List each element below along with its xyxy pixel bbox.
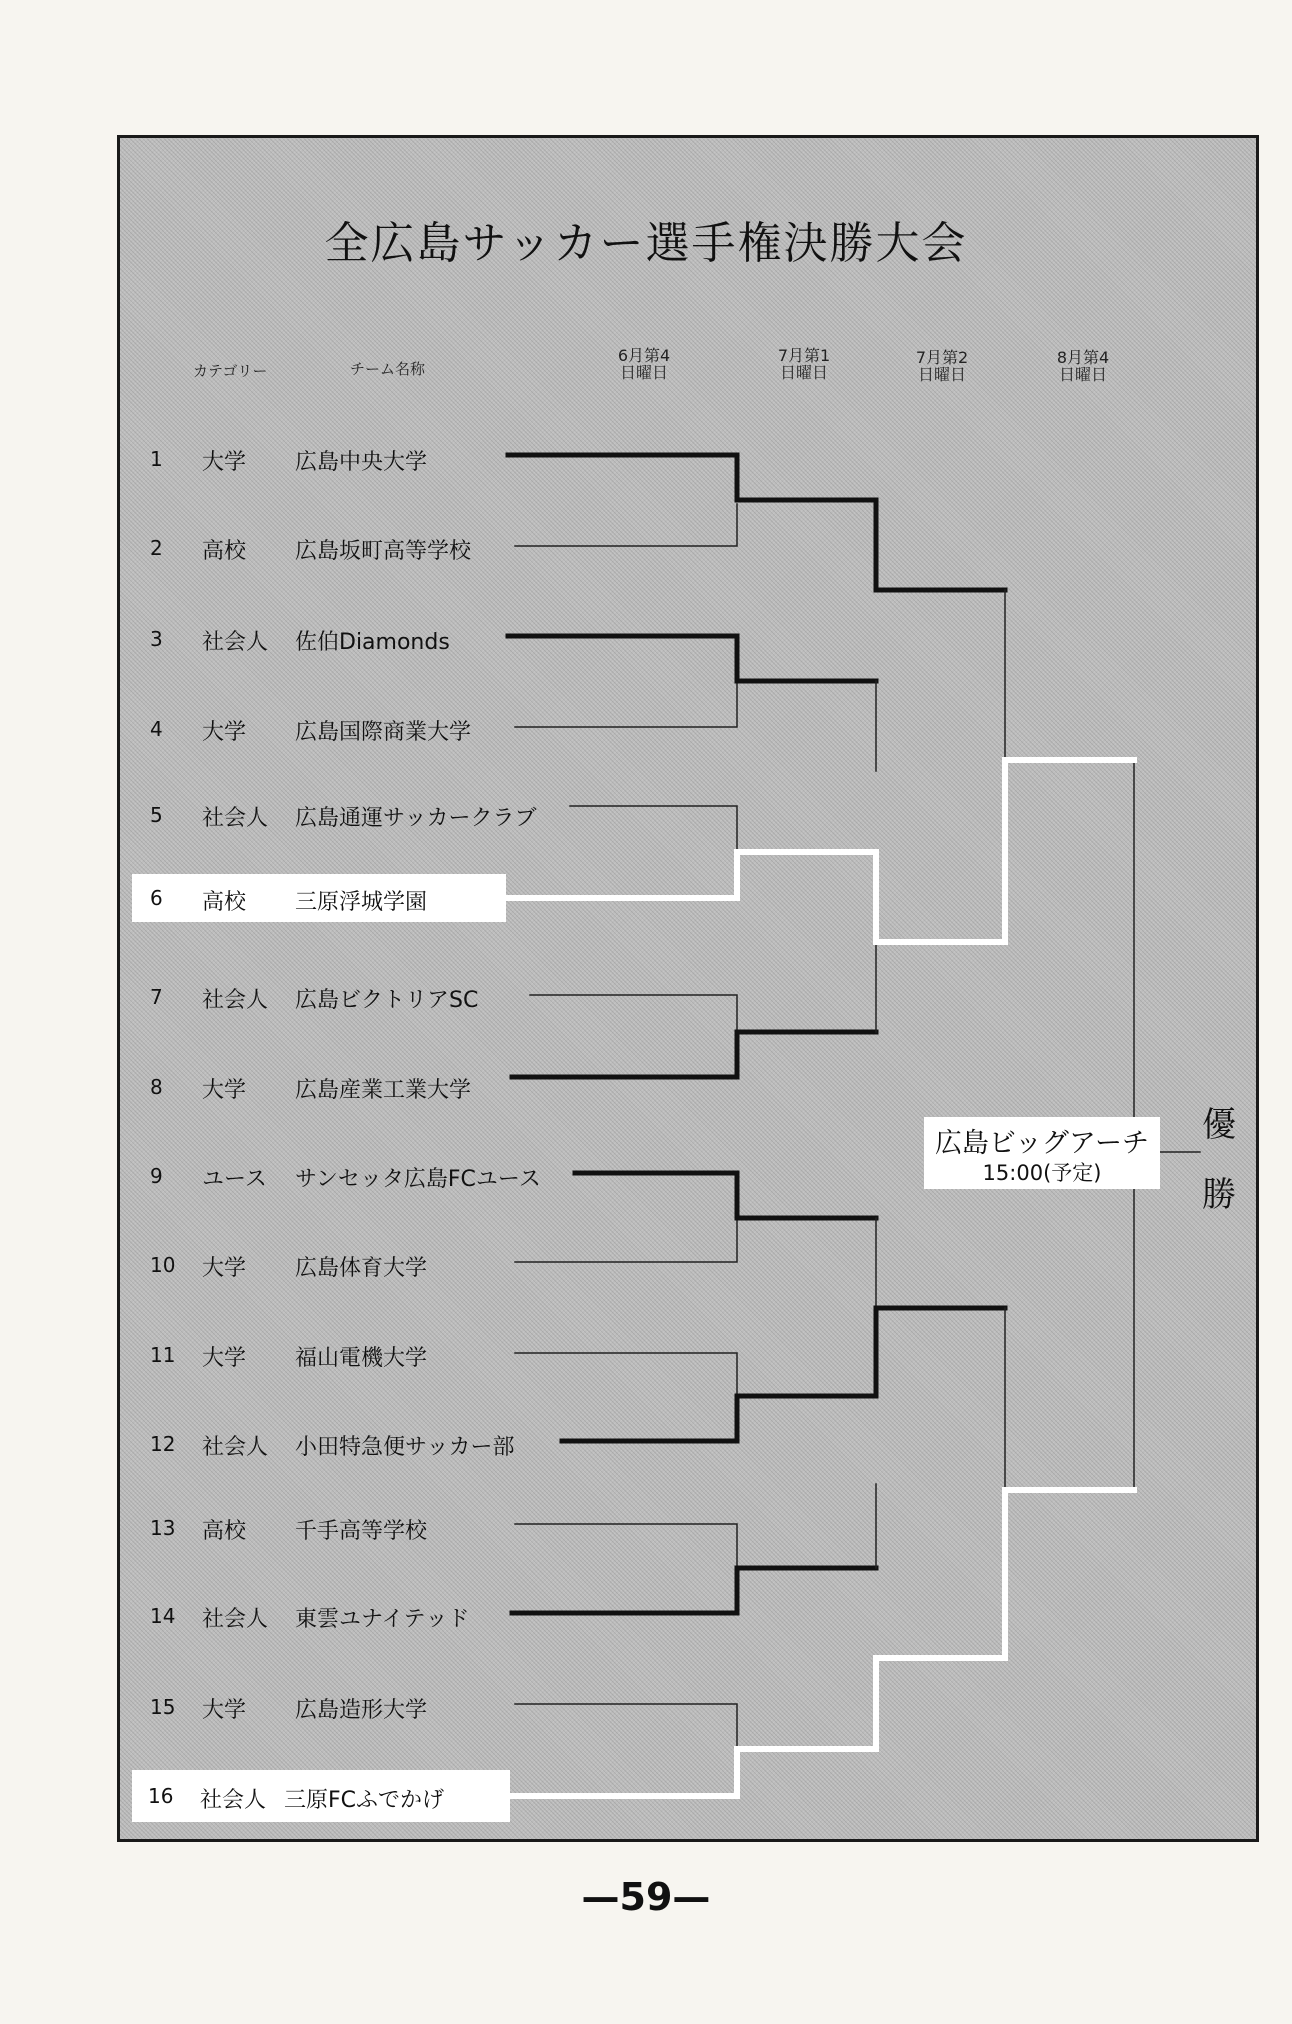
team-number: 4 [150, 717, 163, 741]
bracket-line [515, 1524, 737, 1569]
team-category: 社会人 [202, 1607, 269, 1632]
team-number: 3 [150, 627, 163, 651]
page-number: —59— [581, 1875, 711, 1919]
team-name: 広島坂町高等学校 [295, 539, 472, 564]
team-category: 大学 [202, 1698, 247, 1723]
team-name: サンセッタ広島FCユース [295, 1167, 541, 1192]
team-category: 大学 [202, 1346, 247, 1371]
team-name: 千手高等学校 [295, 1519, 428, 1544]
bracket-line-winner [512, 1032, 876, 1077]
team-number: 7 [150, 985, 163, 1009]
round3-date: 7月第2 日曜日 [915, 348, 969, 384]
team-number: 8 [150, 1075, 163, 1099]
team-category: 高校 [202, 890, 247, 915]
page-title: 全広島サッカー選手権決勝大会 [324, 218, 968, 269]
team-category: 社会人 [200, 1788, 267, 1813]
team-category: 大学 [202, 1256, 247, 1281]
round1-date: 6月第4 日曜日 [617, 346, 671, 382]
team-number: 2 [150, 536, 163, 560]
team-name: 東雲ユナイテッド [295, 1607, 470, 1632]
champion-label-top: 優 [1202, 1105, 1236, 1145]
team-name: 福山電機大学 [295, 1346, 428, 1371]
team-number: 16 [148, 1784, 174, 1808]
team-number: 14 [150, 1604, 176, 1628]
team-category: 大学 [202, 720, 247, 745]
bracket-line-winner [508, 636, 876, 681]
bracket-path-highlighted [510, 1490, 1134, 1796]
bracket-line [570, 806, 737, 852]
bracket-line [515, 683, 737, 727]
venue-time: 15:00(予定) [982, 1161, 1102, 1185]
team-number: 5 [150, 803, 163, 827]
team-number: 11 [150, 1343, 176, 1367]
bracket-line-winner [562, 1396, 876, 1441]
team-number: 10 [150, 1253, 176, 1277]
team-category: 高校 [202, 539, 247, 564]
bracket-line-winner [575, 1173, 876, 1218]
team-category: ユース [202, 1167, 267, 1192]
champion-label-bottom: 勝 [1202, 1175, 1236, 1215]
team-category: 社会人 [202, 988, 269, 1013]
round4-date: 8月第4 日曜日 [1056, 348, 1110, 384]
team-number: 15 [150, 1695, 176, 1719]
bracket-line [530, 995, 737, 1033]
team-header: チーム名称 [350, 360, 426, 378]
team-category: 社会人 [202, 630, 269, 655]
bracket-line-winner [512, 1568, 876, 1613]
bracket-line-winner [508, 455, 876, 500]
team-name: 広島国際商業大学 [295, 720, 472, 745]
bracket-line [515, 1221, 737, 1262]
bracket-line [515, 504, 737, 546]
bracket-line [515, 1353, 737, 1398]
team-category: 高校 [202, 1519, 247, 1544]
bracket-line [515, 1704, 737, 1749]
final-venue-box [924, 1117, 1160, 1189]
team-name: 佐伯Diamonds [295, 630, 450, 655]
venue-name: 広島ビッグアーチ [934, 1128, 1150, 1159]
team-name: 広島中央大学 [295, 450, 428, 475]
team-name: 広島ビクトリアSC [295, 988, 479, 1013]
category-header: カテゴリー [193, 362, 268, 380]
bracket-path-highlighted [506, 760, 1134, 942]
team-number: 6 [150, 886, 163, 910]
team-category: 大学 [202, 450, 247, 475]
team-category: 大学 [202, 1078, 247, 1103]
team-name: 広島通運サッカークラブ [295, 806, 537, 831]
team-category: 社会人 [202, 806, 269, 831]
team-name: 三原浮城学園 [295, 890, 428, 915]
team-number: 13 [150, 1516, 176, 1540]
bracket-line-winner [876, 500, 1005, 590]
team-number: 9 [150, 1164, 163, 1188]
team-name: 小田特急便サッカー部 [295, 1435, 515, 1460]
team-name: 広島造形大学 [295, 1698, 428, 1723]
team-name: 三原FCふでかげ [284, 1788, 445, 1813]
team-number: 12 [150, 1432, 176, 1456]
bracket-line-winner [876, 1308, 1005, 1396]
team-number: 1 [150, 447, 163, 471]
round2-date: 7月第1 日曜日 [777, 346, 831, 382]
team-category: 社会人 [202, 1435, 269, 1460]
team-name: 広島体育大学 [295, 1256, 428, 1281]
team-name: 広島産業工業大学 [295, 1078, 472, 1103]
